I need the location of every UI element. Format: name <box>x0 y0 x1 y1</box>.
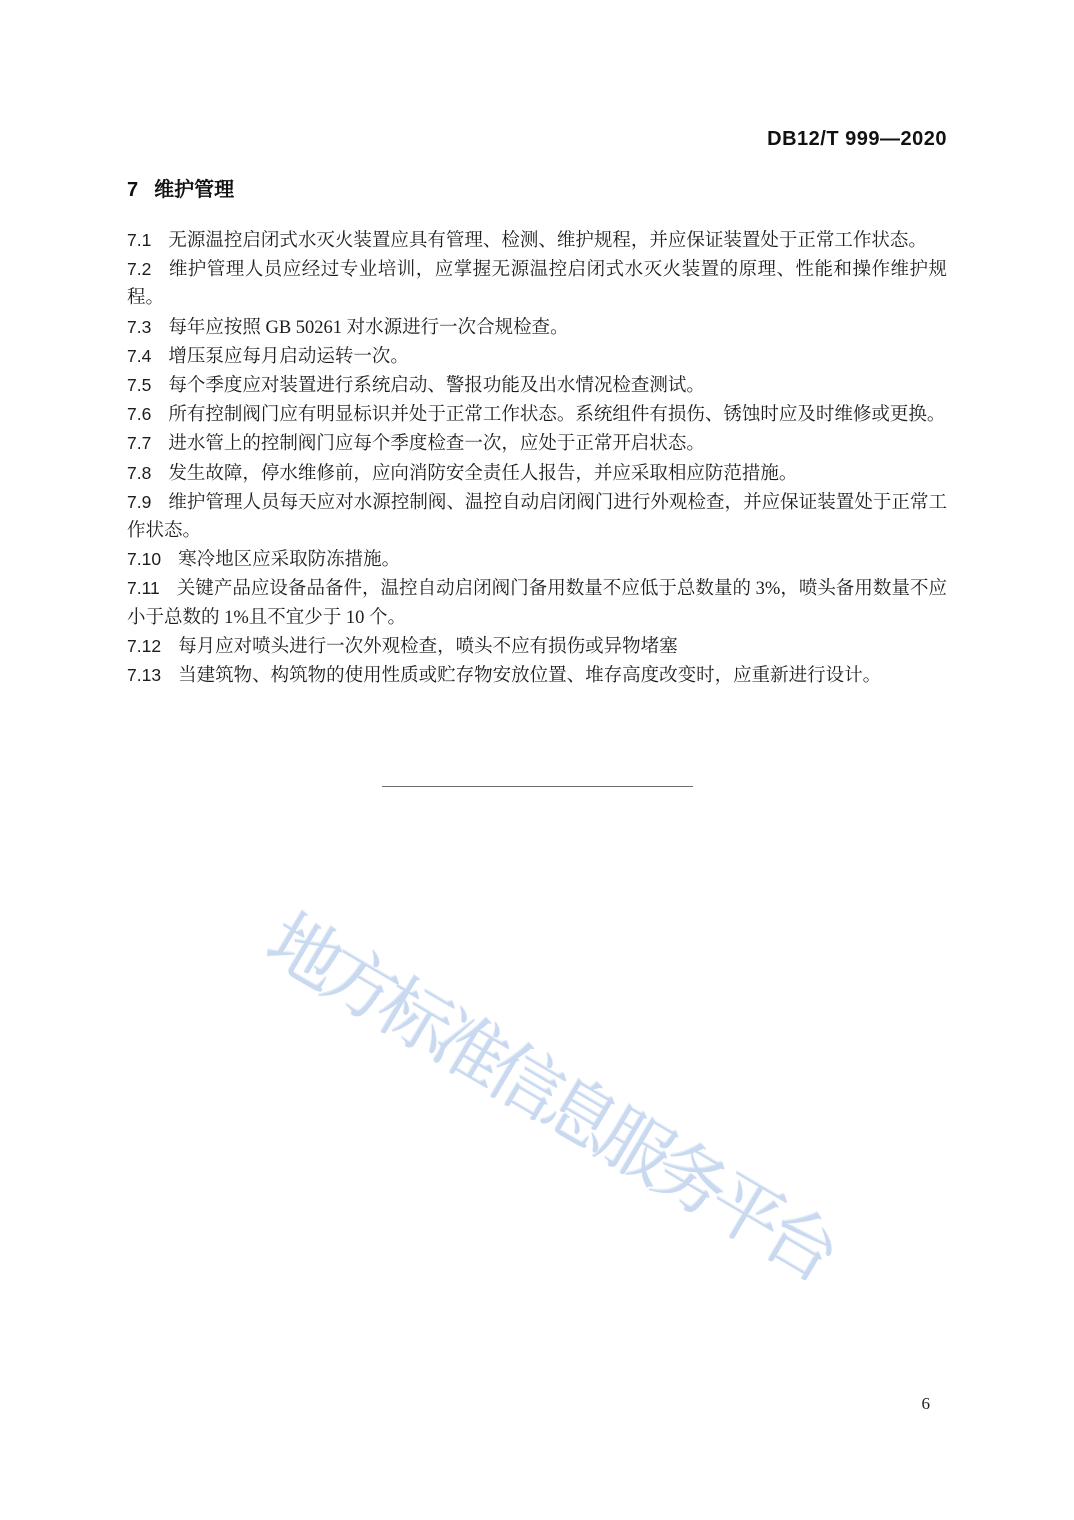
clause-number: 7.6 <box>127 404 152 425</box>
clause-text: 无源温控启闭式水灭火装置应具有管理、检测、维护规程，并应保证装置处于正常工作状态。 <box>168 231 927 251</box>
clause-text: 所有控制阀门应有明显标识并处于正常工作状态。系统组件有损伤、锈蚀时应及时维修或更换。 <box>168 405 946 426</box>
clause-number: 7.5 <box>127 375 152 396</box>
clause-number: 7.1 <box>127 230 152 250</box>
clause-number: 7.9 <box>127 491 152 512</box>
clause-number: 7.2 <box>127 259 152 280</box>
section-title: 维护管理 <box>154 179 235 201</box>
watermark: 地方标准信息服务平台 <box>253 897 848 1295</box>
clause-paragraph <box>127 255 947 312</box>
page-header <box>767 128 947 151</box>
clause-paragraph <box>127 429 947 458</box>
clause-number: 7.12 <box>127 635 162 656</box>
clause-text: 每个季度应对装置进行系统启动、警报功能及出水情况检查测试。 <box>168 376 705 397</box>
clause-text: 发生故障，停水维修前，应向消防安全责任人报告，并应采取相应防范措施。 <box>168 463 798 484</box>
clause-paragraph <box>127 545 947 574</box>
clause-text: 进水管上的控制阀门应每个季度检查一次，应处于正常开启状态。 <box>168 434 705 455</box>
clause-number: 7.10 <box>127 549 162 570</box>
clause-paragraph <box>127 400 947 429</box>
clause-paragraph <box>127 371 947 400</box>
clause-text: 维护管理人员应经过专业培训，应掌握无源温控启闭式水灭火装置的原理、性能和操作维护规程。 <box>127 260 947 309</box>
clause-text: 维护管理人员每天应对水源控制阀、温控自动启闭阀门进行外观检查，并应保证装置处于正常工作状态。 <box>127 492 947 542</box>
clause-number: 7.4 <box>127 345 152 366</box>
clause-text: 增压泵应每月启动运转一次。 <box>168 346 409 367</box>
standard-number: DB12/T 999—2020 <box>767 128 947 150</box>
clause-number: 7.8 <box>127 462 152 483</box>
clause-paragraph <box>127 226 947 255</box>
clause-number: 7.3 <box>127 316 152 337</box>
page-number: 6 <box>921 1394 930 1413</box>
clause-text: 寒冷地区应采取防冻措施。 <box>178 550 401 571</box>
clause-list <box>127 226 947 690</box>
section-heading <box>127 173 234 202</box>
clause-paragraph <box>127 488 947 545</box>
clause-paragraph <box>127 342 947 371</box>
clause-paragraph <box>127 661 947 690</box>
clause-paragraph <box>127 459 947 488</box>
clause-text: 关键产品应设备品备件，温控自动启闭阀门备用数量不应低于总数量的 3%，喷头备用数量不应小于总数的 1%且不宜少于 10 个。 <box>127 579 947 628</box>
clause-number: 7.11 <box>127 578 160 599</box>
end-of-text-divider <box>382 786 693 787</box>
clause-text: 每年应按照 GB 50261 对水源进行一次合规检查。 <box>168 317 569 338</box>
section-number: 7 <box>127 179 139 201</box>
clause-text: 当建筑物、构筑物的使用性质或贮存物安放位置、堆存高度改变时，应重新进行设计。 <box>178 666 882 687</box>
clause-text: 每月应对喷头进行一次外观检查，喷头不应有损伤或异物堵塞 <box>178 636 678 657</box>
clause-paragraph <box>127 313 947 342</box>
clause-paragraph <box>127 632 947 661</box>
clause-paragraph <box>127 574 947 631</box>
clause-number: 7.13 <box>127 665 162 686</box>
clause-number: 7.7 <box>127 433 152 454</box>
